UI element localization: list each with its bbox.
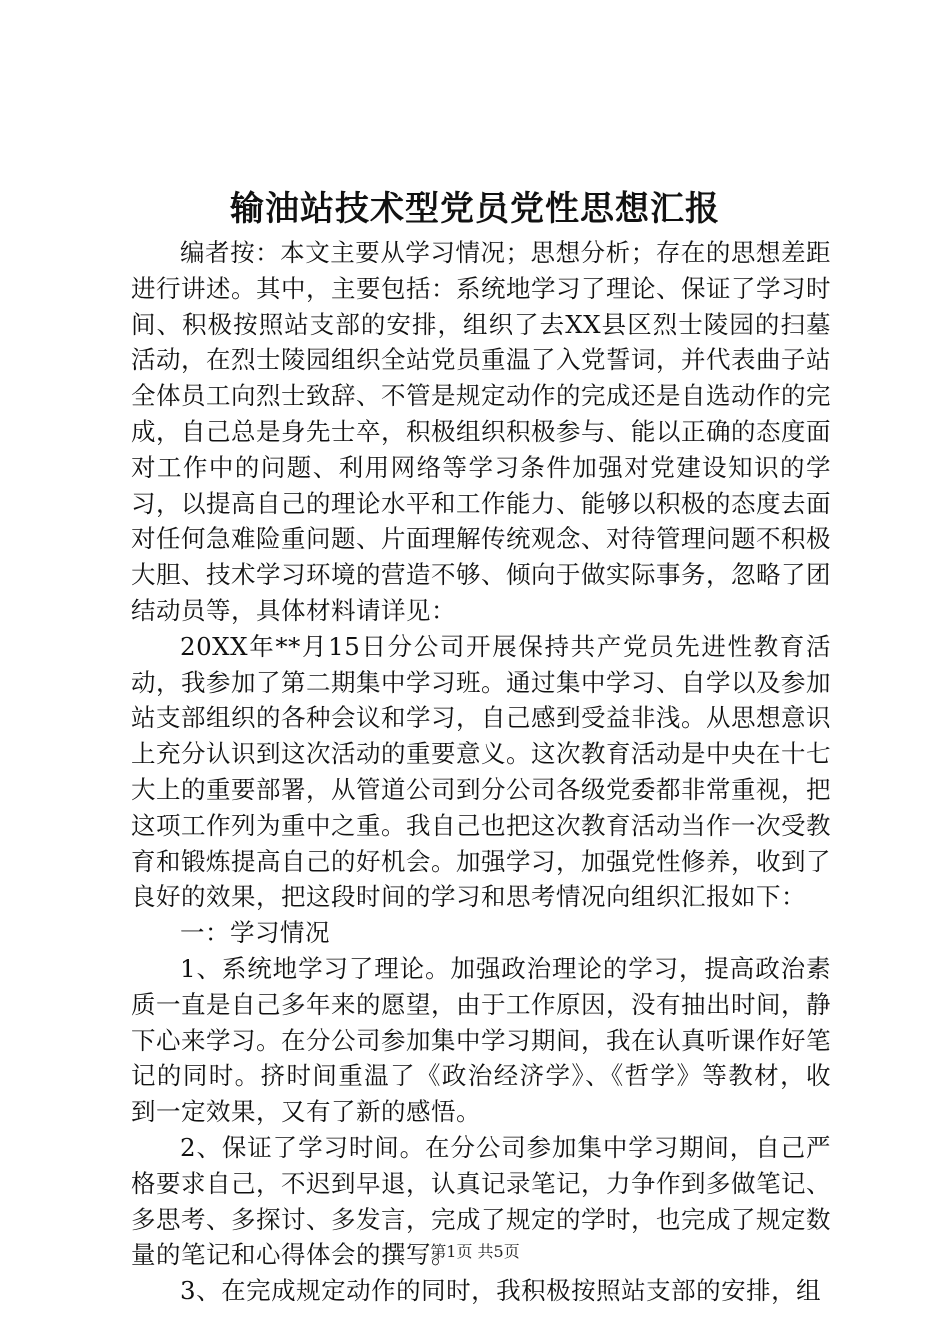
intro-paragraph: 20XX年**月15日分公司开展保持共产党员先进性教育活动，我参加了第二期集中学习班。通过集中学习、自学以及参加站支部组织的各种会议和学习，自己感到受益非浅。从思想意识上充分认识到这次活动的重要意义。这次教育活动是中央在十七大上的重要部署，从管道公司到分公司各级党委都非常重视，把这项工作列为重中之重。我自己也把这次教育活动当作一次受教育和锻炼提高自己的好机会。加强学习，加强党性修养，收到了良好的效果，把这段时间的学习和思考情况向组织汇报如下： (131, 631, 831, 912)
document-title: 输油站技术型党员党性思想汇报 (230, 189, 720, 229)
study-item-3-paragraph: 3、在完成规定动作的同时，我积极按照站支部的安排，组 (180, 1276, 822, 1306)
study-item-2-paragraph: 2、保证了学习时间。在分公司参加集中学习期间，自己严格要求自己，不迟到早退，认真记录笔记，力争作到多做笔记、多思考、多探讨、多发言，完成了规定的学时，也完成了规定数量的笔记和心得体会的撰写。 (131, 1132, 831, 1270)
section-heading-study: 一：学习情况 (180, 918, 330, 948)
document-body (131, 235, 831, 1309)
editor-note-paragraph: 编者按：本文主要从学习情况；思想分析；存在的思想差距进行讲述。其中，主要包括：系统地学习了理论、保证了学习时间、积极按照站支部的安排，组织了去XX县区烈士陵园的扫墓活动，在烈士陵园组织全站党员重温了入党誓词，并代表曲子站全体员工向烈士致辞、不管是规定动作的完成还是自选动作的完成，自己总是身先士卒，积极组织积极参与、能以正确的态度面对工作中的问题、利用网络等学习条件加强对党建设知识的学习，以提高自己的理论水平和工作能力、能够以积极的态度去面对任何急难险重问题、片面理解传统观念、对待管理问题不积极大胆、技术学习环境的营造不够、倾向于做实际事务，忽略了团结动员等，具体材料请详见： (131, 238, 831, 625)
page-footer: 第1页 共5页 (430, 1242, 520, 1261)
study-item-1-paragraph: 1、系统地学习了理论。加强政治理论的学习，提高政治素质一直是自己多年来的愿望，由于工作原因，没有抽出时间，静下心来学习。在分公司参加集中学习期间，我在认真听课作好笔记的同时。挤时间重温了《政治经济学》、《哲学》等教材，收到一定效果，又有了新的感悟。 (131, 953, 831, 1127)
